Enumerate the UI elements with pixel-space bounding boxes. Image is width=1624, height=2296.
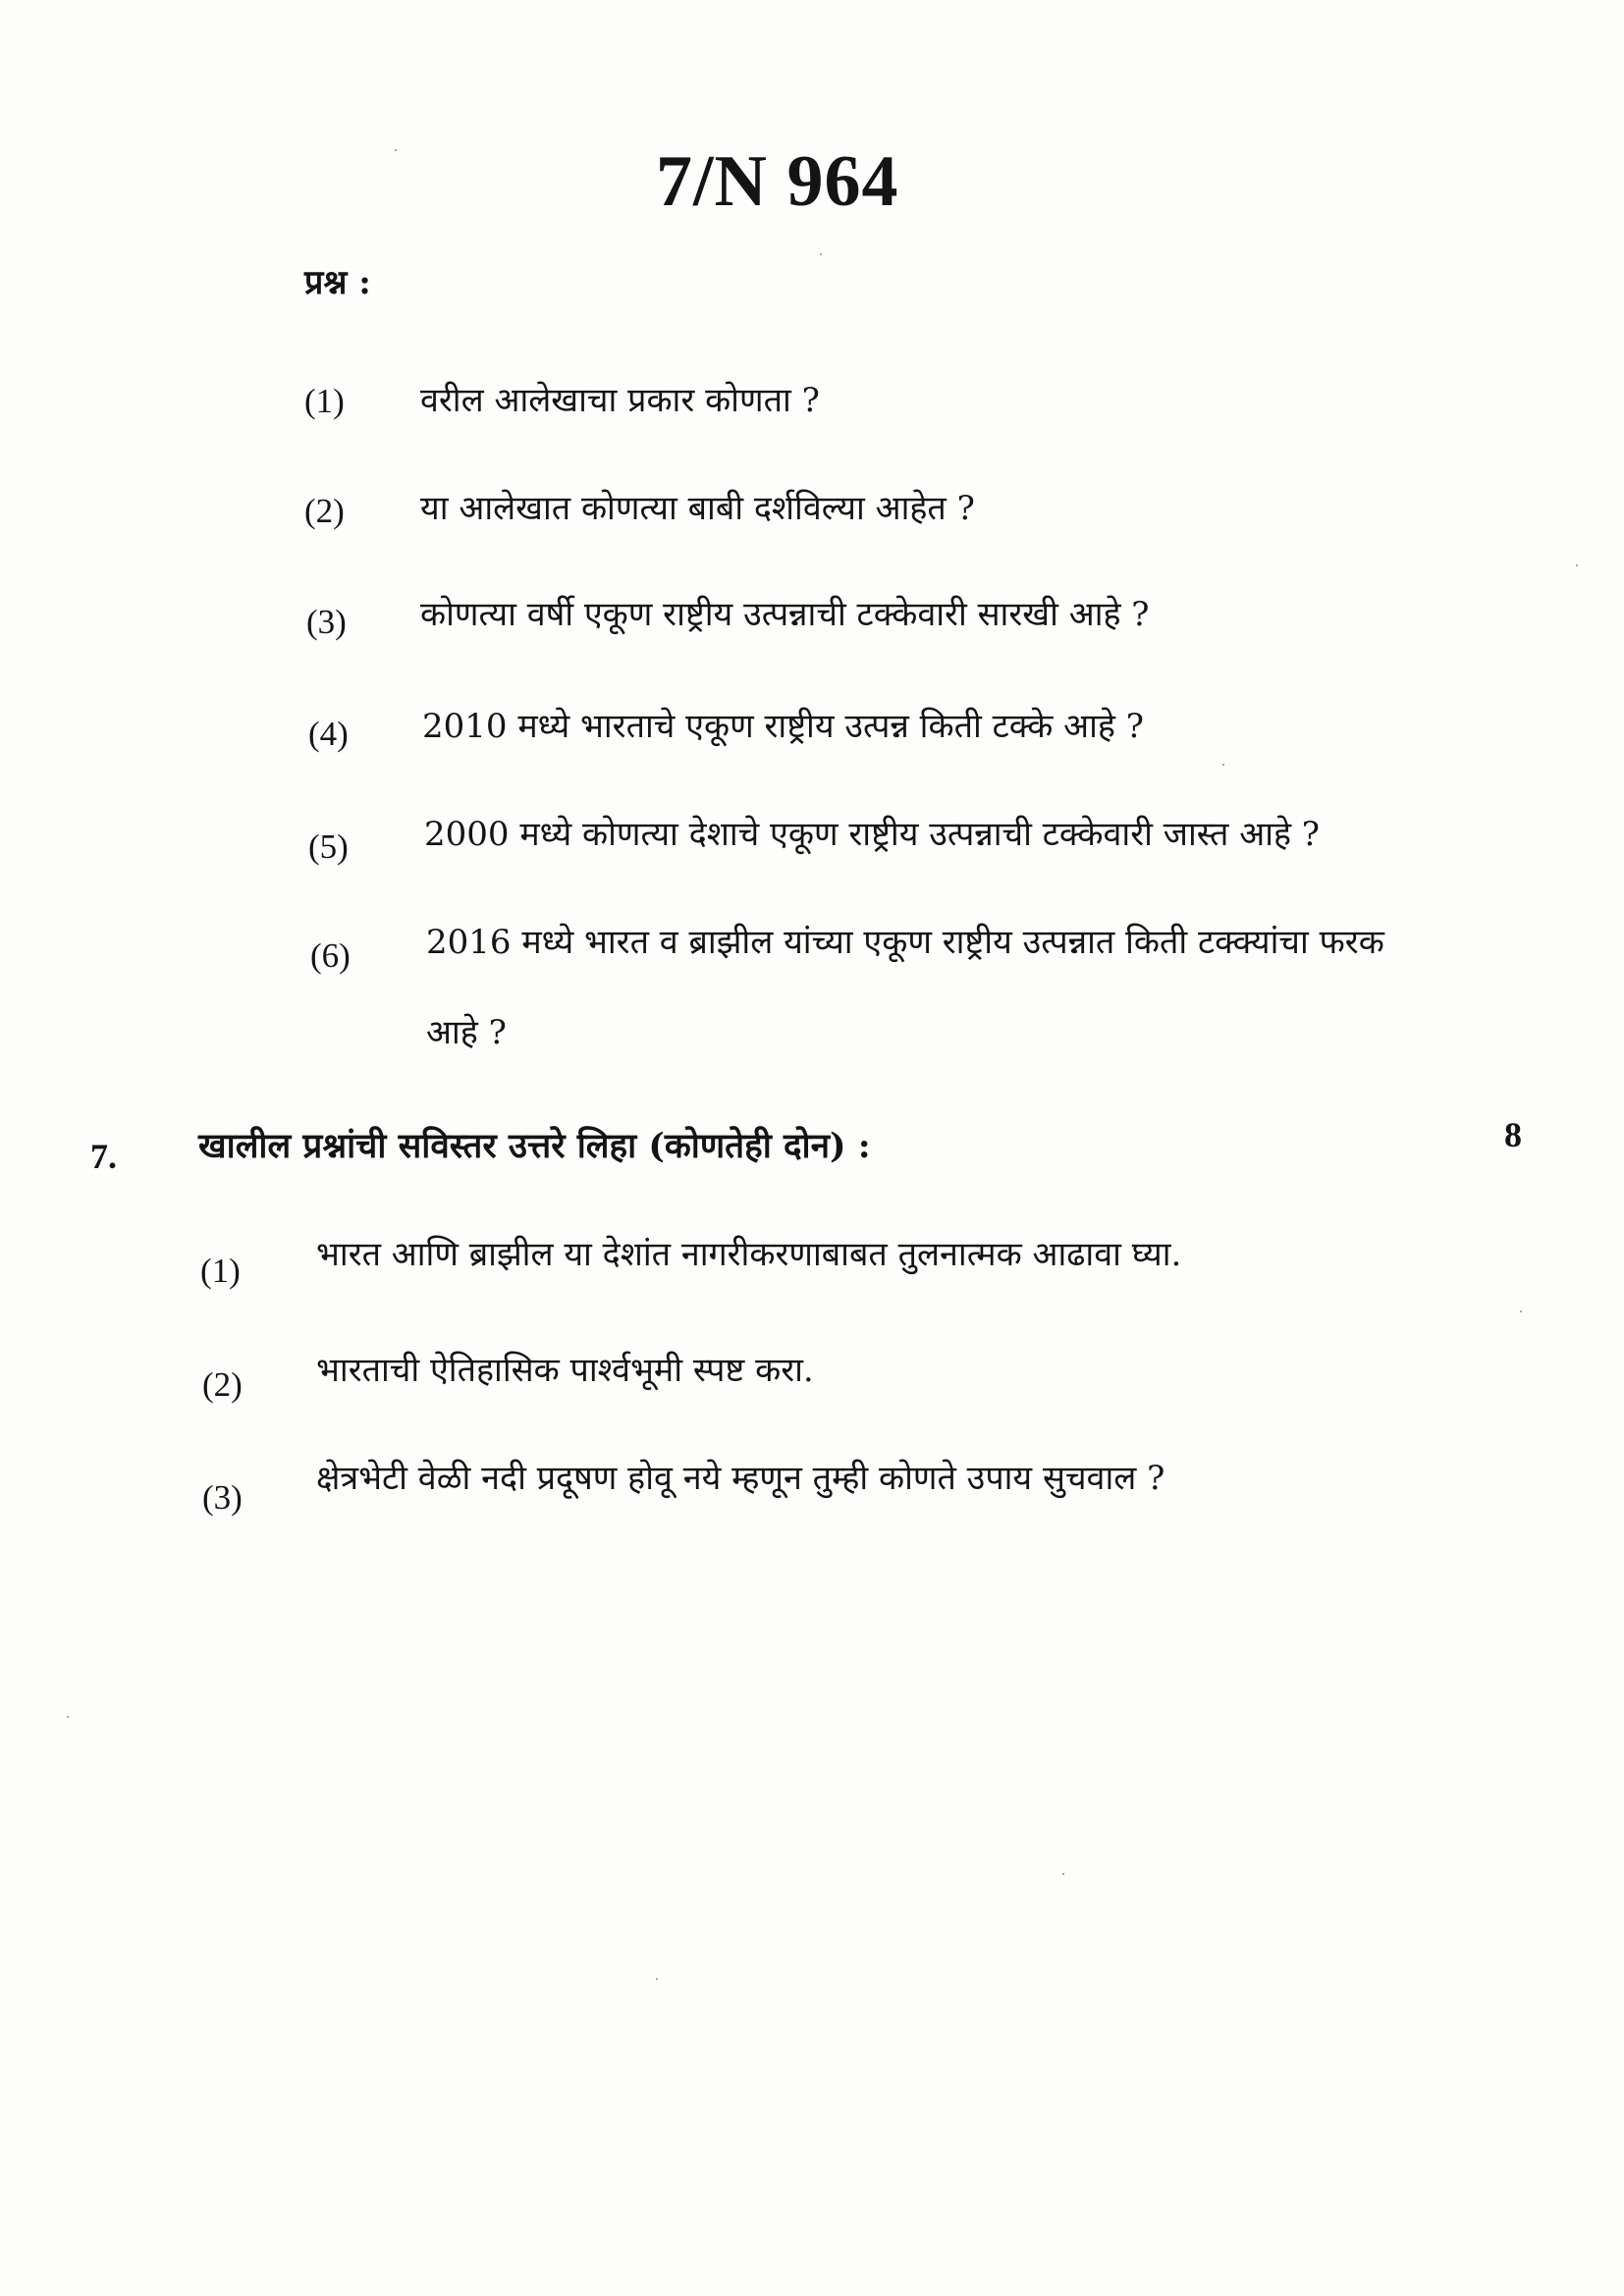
questions-label: प्रश्न :: [304, 263, 371, 302]
item-number: (2): [202, 1365, 243, 1404]
question-number: (1): [304, 382, 345, 420]
item-text: क्षेत्रभेटी वेळी नदी प्रदूषण होवू नये म्हणून तुम्ही कोणते उपाय सुचवाल ?: [316, 1459, 1165, 1498]
question-number: (5): [308, 828, 349, 866]
item-number: (3): [202, 1478, 243, 1517]
scan-speck: [1062, 1873, 1064, 1875]
scan-speck: [656, 1978, 658, 1980]
item-text: भारत आणि ब्राझील या देशांत नागरीकरणाबाबत तुलनात्मक आढावा घ्या.: [316, 1235, 1182, 1274]
question-number: (3): [306, 603, 347, 641]
question-text: 2000 मध्ये कोणत्या देशाचे एकूण राष्ट्रीय उत्पन्नाची टक्केवारी जास्त आहे ?: [424, 815, 1321, 854]
scan-speck: [1520, 1310, 1522, 1312]
paper-code: 7/N 964: [656, 141, 899, 222]
scan-speck: [820, 253, 822, 255]
section-heading: खालील प्रश्नांची सविस्तर उत्तरे लिहा (कोणतेही दोन) :: [198, 1126, 871, 1166]
scan-speck: [1222, 764, 1224, 766]
item-text: भारताची ऐतिहासिक पार्श्वभूमी स्पष्ट करा.: [316, 1351, 814, 1390]
scan-speck: [67, 1716, 69, 1718]
question-number: (2): [304, 492, 345, 530]
question-text: या आलेखात कोणत्या बाबी दर्शविल्या आहेत ?: [420, 489, 975, 528]
question-text: वरील आलेखाचा प्रकार कोणता ?: [420, 381, 820, 420]
section-marks: 8: [1504, 1115, 1522, 1154]
question-text: 2016 मध्ये भारत व ब्राझील यांच्या एकूण राष्ट्रीय उत्पन्नात किती टक्क्यांचा फरक: [426, 923, 1384, 962]
question-number: (4): [308, 715, 349, 753]
question-text: 2010 मध्ये भारताचे एकूण राष्ट्रीय उत्पन्न किती टक्के आहे ?: [422, 707, 1145, 746]
item-number: (1): [200, 1252, 241, 1290]
question-text-continuation: आहे ?: [426, 1013, 507, 1052]
scan-speck: [1576, 564, 1578, 566]
section-number: 7.: [90, 1137, 117, 1176]
question-text: कोणत्या वर्षी एकूण राष्ट्रीय उत्पन्नाची टक्केवारी सारखी आहे ?: [420, 595, 1150, 634]
question-number: (6): [310, 936, 351, 975]
scan-speck: [395, 149, 397, 151]
